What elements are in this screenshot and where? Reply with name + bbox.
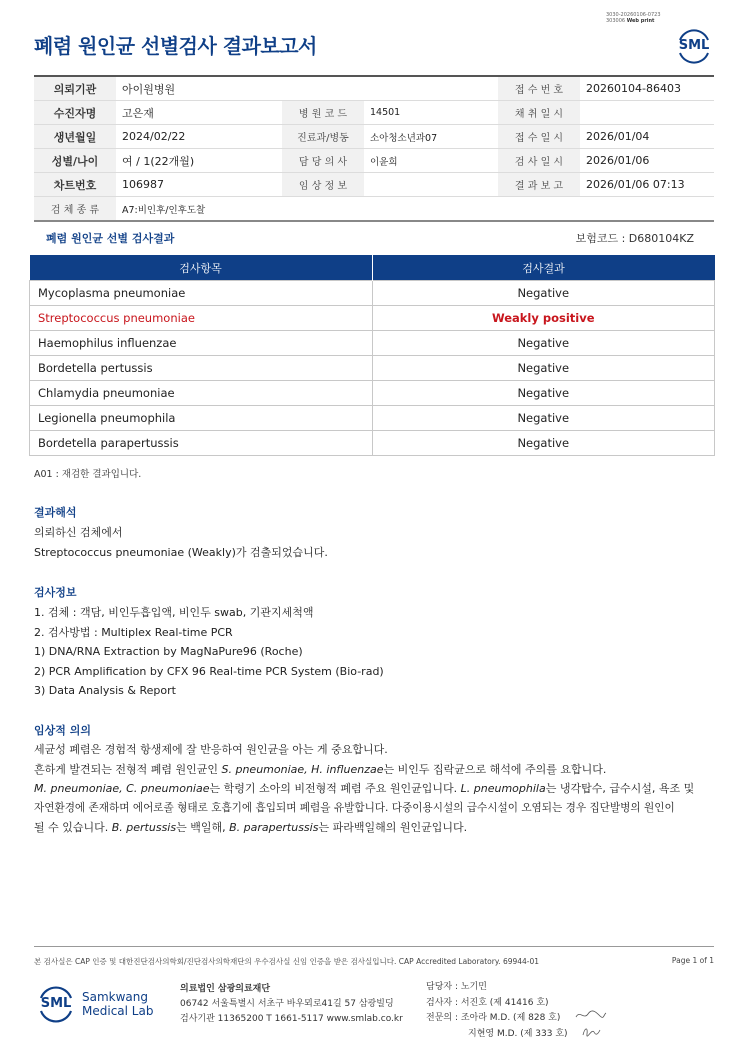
test-date-value: 2026/01/06 <box>580 149 714 173</box>
patient-info-table <box>34 75 714 222</box>
dept-label: 진료과/병동 <box>282 125 364 149</box>
table-row <box>30 431 715 456</box>
results-table <box>29 255 715 456</box>
table-row <box>30 406 715 431</box>
table-row <box>30 331 715 356</box>
sex-age-value: 여 / 1(22개월) <box>116 149 282 173</box>
test-result: Negative <box>372 281 714 306</box>
results-section-title: 폐렴 원인균 선별 검사결과 <box>46 232 175 245</box>
samkwang-logo: SML Samkwang Medical Lab <box>36 982 186 1027</box>
dob-value: 2024/02/22 <box>116 125 282 149</box>
table-row-positive <box>30 306 715 331</box>
test-item: Streptococcus pneumoniae <box>30 306 373 331</box>
patient-label: 수진자명 <box>34 101 116 125</box>
test-item: Mycoplasma pneumoniae <box>30 281 373 306</box>
hospital-label: 의뢰기관 <box>34 76 116 101</box>
test-item: Bordetella pertussis <box>30 356 373 381</box>
hosp-code-label: 병 원 코 드 <box>282 101 364 125</box>
dept-value: 소아청소년과07 <box>364 125 498 149</box>
col-header-item: 검사항목 <box>30 255 373 281</box>
insurance-code: 보험코드 : D680104KZ <box>575 232 694 245</box>
clinical-significance-title: 임상적 의의 <box>34 724 91 737</box>
test-result: Negative <box>372 406 714 431</box>
clinical-significance-text: 세균성 폐렴은 경험적 항생제에 잘 반응하여 원인균을 아는 게 중요합니다. 흔하게 발견되는 전형적 폐렴 원인균인 S. pneumoniae, H. influenzae는 비인두 집락균으로 해석에 주의를 요합니다. M. pneumoniae, C. pneumoniae는 학령기 소아의 비전형적 폐렴 주요 원인균입니다. L. pneumophila는 냉각탑수, 급수시설, 욕조 및 자연환경에 존재하며 에어로졸 형태로 호흡기에 흡입되며 폐렴을 유발합니다. 다중이용시설의 급수시설이 오염되는 경우 집단발병의 원인이 될 수 있습니다. B. pertussis는 백일해, B. parapertussis는 파라백일해의 원인균입니다. <box>34 743 695 834</box>
receipt-date-label: 접 수 일 시 <box>498 125 580 149</box>
test-item: Haemophilus influenzae <box>30 331 373 356</box>
footer-divider <box>34 946 714 947</box>
test-date-label: 검 사 일 시 <box>498 149 580 173</box>
hosp-code-value: 14501 <box>364 101 498 125</box>
receipt-no-value: 20260104-86403 <box>580 76 714 101</box>
receipt-date-value: 2026/01/04 <box>580 125 714 149</box>
collect-value <box>580 101 714 125</box>
patient-value: 고은재 <box>116 101 282 125</box>
interpretation-text: 의뢰하신 검체에서 Streptococcus pneumoniae (Weakly)가 검출되었습니다. <box>34 526 328 559</box>
sml-logo: SML <box>674 26 714 66</box>
specimen-value: A7:비인후/인후도찰 <box>116 197 714 222</box>
test-result: Negative <box>372 431 714 456</box>
test-result: Weakly positive <box>372 306 714 331</box>
signature-2 <box>580 1024 602 1038</box>
signature-1 <box>574 1008 608 1022</box>
test-result: Negative <box>372 356 714 381</box>
table-row <box>30 281 715 306</box>
test-item: Chlamydia pneumoniae <box>30 381 373 406</box>
test-info-title: 검사정보 <box>34 586 77 599</box>
page-number: Page 1 of 1 <box>671 956 714 965</box>
chart-value: 106987 <box>116 173 282 197</box>
doctor-label: 담 당 의 사 <box>282 149 364 173</box>
test-result: Negative <box>372 381 714 406</box>
test-info-text: 1. 검체 : 객담, 비인두흡입액, 비인두 swab, 기관지세척액 2. 검사방법 : Multiplex Real-time PCR 1) DNA/RNA Extraction by MagNaPure96 (Roche) 2) PCR Amplification by CFX 96 Real-time PCR System (Bio-rad) 3) Data Analysis & Report <box>34 606 384 697</box>
chart-label: 차트번호 <box>34 173 116 197</box>
retest-note: A01 : 재검한 결과입니다. <box>34 469 142 480</box>
hospital-value: 아이원병원 <box>116 76 498 101</box>
report-label: 결 과 보 고 <box>498 173 580 197</box>
collect-label: 채 취 일 시 <box>498 101 580 125</box>
specimen-label: 검 체 종 류 <box>34 197 116 222</box>
interpretation-title: 결과해석 <box>34 506 77 519</box>
clinical-value <box>364 173 498 197</box>
report-value: 2026/01/06 07:13 <box>580 173 714 197</box>
col-header-result: 검사결과 <box>372 255 714 281</box>
report-title: 폐렴 원인균 선별검사 결과보고서 <box>34 34 317 58</box>
test-item: Bordetella parapertussis <box>30 431 373 456</box>
table-row <box>30 381 715 406</box>
print-code: 3030-20260106-0723 303006 Web print <box>606 12 661 24</box>
doctor-value: 이윤희 <box>364 149 498 173</box>
dob-label: 생년월일 <box>34 125 116 149</box>
staff-info: 담당자 : 노기민 검사자 : 서진호 (제 41416 호) 전문의 : 조아라 M.D. (제 828 호) 지현영 M.D. (제 333 호) <box>426 982 568 1039</box>
org-info: 의료법인 삼광의료재단 06742 서울특별시 서초구 바우뫼로41길 57 삼광빌딩 검사기관 11365200 T 1661-5117 www.smlab.co.kr <box>180 984 403 1024</box>
clinical-label: 임 상 정 보 <box>282 173 364 197</box>
receipt-no-label: 접 수 번 호 <box>498 76 580 101</box>
test-item: Legionella pneumophila <box>30 406 373 431</box>
test-result: Negative <box>372 331 714 356</box>
cert-note: 본 검사실은 CAP 인증 및 대한진단검사의학회/진단검사의학재단의 우수검사실 신임 인증을 받은 검사실입니다. CAP Accredited Laboratory. 69944-01 <box>34 957 540 966</box>
table-row <box>30 356 715 381</box>
sex-age-label: 성별/나이 <box>34 149 116 173</box>
